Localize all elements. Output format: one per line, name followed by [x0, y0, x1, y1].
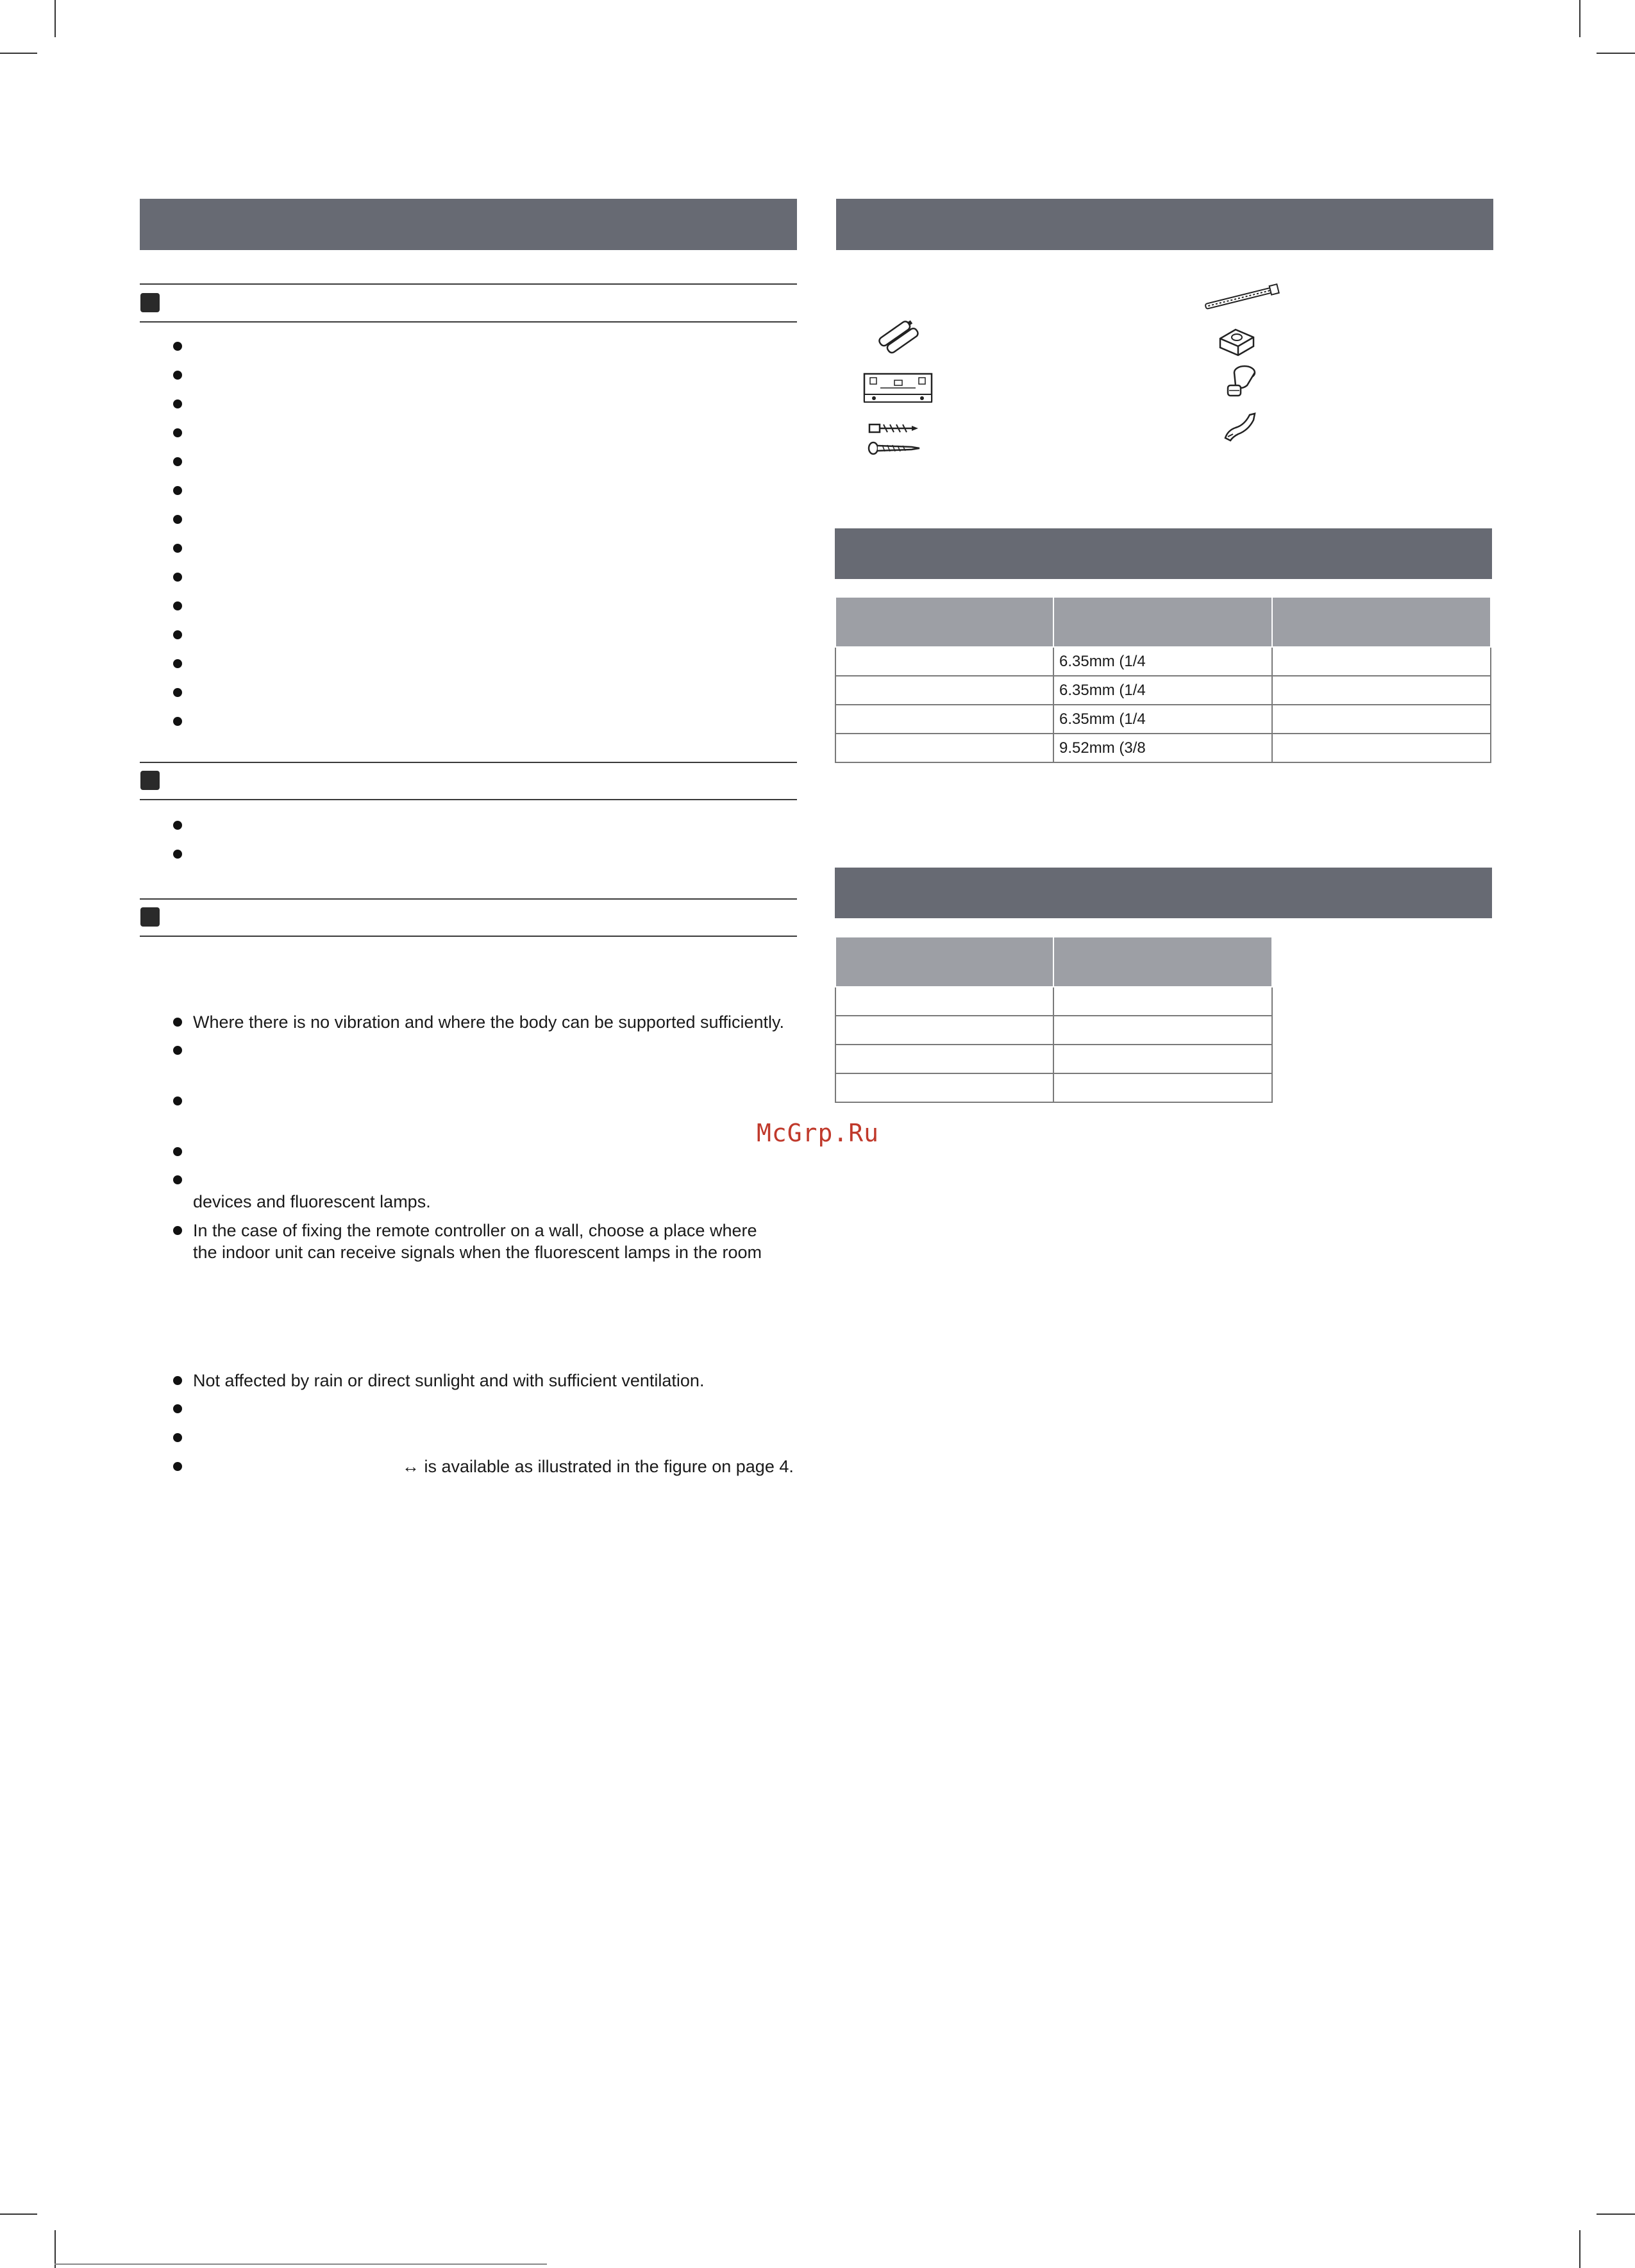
table-cell: [835, 647, 1053, 676]
bullet-icon: [173, 544, 182, 553]
subsection-rule-bottom: [140, 799, 797, 800]
battery-icon: [875, 314, 927, 356]
subsection-rule-top: [140, 898, 797, 900]
table-cell: [1272, 647, 1491, 676]
bullet-icon: [173, 573, 182, 582]
wall-cap-icon: [1215, 321, 1260, 359]
subsection-rule-bottom: [140, 936, 797, 937]
bullet-icon: [173, 515, 182, 524]
drain-elbow-icon: [1221, 362, 1260, 404]
bullet-icon: [173, 371, 182, 380]
table-cell: [1272, 705, 1491, 734]
left-section-header-bar: [140, 199, 797, 250]
outdoor-line-2: ↔ is available as illustrated in the figure on page 4.: [402, 1457, 794, 1476]
table-row: [835, 1045, 1272, 1073]
bullet-icon: [173, 457, 182, 466]
crop-mark: [1579, 0, 1581, 37]
subsection-marker-icon: [140, 907, 160, 927]
cable-tie-icon: [1202, 282, 1282, 314]
bullet-icon: [173, 659, 182, 668]
bullet-icon: [173, 630, 182, 639]
bullet-icon: [173, 1462, 182, 1471]
table-header-cell: [1272, 597, 1491, 647]
bullet-icon: [173, 1046, 182, 1055]
subsection-marker-icon: [140, 771, 160, 790]
bullet-icon: [173, 1433, 182, 1442]
subsection-rule-bottom: [140, 321, 797, 323]
bullet-icon: [173, 688, 182, 697]
bullet-icon: [173, 428, 182, 437]
crop-mark: [1579, 2230, 1581, 2268]
accessories-header-bar: [836, 199, 1493, 250]
bottom-rule: [55, 2264, 547, 2265]
table-cell: [835, 676, 1053, 705]
table-row: [835, 1016, 1272, 1045]
bullet-icon: [173, 821, 182, 830]
bullet-icon: [173, 717, 182, 726]
table-header-row: [835, 597, 1491, 647]
pipe-section-header-bar: [835, 528, 1492, 579]
location-line-2: devices and fluorescent lamps.: [193, 1192, 431, 1211]
table-cell: 6.35mm (1/4: [1053, 647, 1272, 676]
bullet-icon: [173, 399, 182, 408]
table-row: [835, 676, 1491, 705]
table-row: [835, 734, 1491, 762]
electrical-table: [835, 936, 1273, 1103]
table-header-cell: [835, 597, 1053, 647]
crop-mark: [0, 53, 37, 54]
mounting-plate-icon: [861, 369, 935, 407]
bullet-icon: [173, 1226, 182, 1235]
bullet-icon: [173, 342, 182, 351]
crop-mark: [55, 0, 56, 37]
bullet-icon: [173, 1175, 182, 1184]
table-row: [835, 647, 1491, 676]
table-cell: [1272, 734, 1491, 762]
table-cell: [835, 1016, 1053, 1045]
anchor-and-screw-icon: [867, 420, 925, 458]
location-line-4: the indoor unit can receive signals when the fluorescent lamps in the room: [193, 1243, 762, 1262]
table-cell: [1053, 1045, 1272, 1073]
table-cell: [835, 1045, 1053, 1073]
table-header-row: [835, 937, 1272, 987]
bullet-icon: [173, 486, 182, 495]
table-cell: 6.35mm (1/4: [1053, 705, 1272, 734]
crop-mark: [0, 2213, 37, 2215]
watermark: McGrp.Ru: [757, 1119, 880, 1147]
table-cell: [1053, 1016, 1272, 1045]
bullet-icon: [173, 850, 182, 859]
table-row: [835, 1073, 1272, 1102]
location-line-3: In the case of fixing the remote controller on a wall, choose a place where: [193, 1221, 757, 1240]
bullet-icon: [173, 1376, 182, 1385]
outdoor-line-1: Not affected by rain or direct sunlight and with sufficient ventilation.: [193, 1371, 705, 1390]
location-line-1: Where there is no vibration and where the body can be supported sufficiently.: [193, 1012, 785, 1032]
bullet-icon: [173, 1147, 182, 1156]
pipe-clip-icon: [1221, 408, 1260, 444]
bullet-icon: [173, 601, 182, 610]
table-cell: [1272, 676, 1491, 705]
electrical-section-header-bar: [835, 868, 1492, 918]
crop-mark: [1597, 53, 1635, 54]
crop-mark: [1597, 2213, 1635, 2215]
subsection-marker-icon: [140, 293, 160, 312]
table-cell: [1053, 1073, 1272, 1102]
subsection-rule-top: [140, 762, 797, 763]
pipe-size-table: [835, 596, 1491, 763]
table-cell: [835, 705, 1053, 734]
bullet-icon: [173, 1096, 182, 1105]
table-cell: [835, 1073, 1053, 1102]
table-row: [835, 987, 1272, 1016]
table-header-cell: [835, 937, 1053, 987]
table-cell: [835, 734, 1053, 762]
subsection-rule-top: [140, 283, 797, 285]
bullet-icon: [173, 1018, 182, 1027]
table-cell: [835, 987, 1053, 1016]
bullet-icon: [173, 1404, 182, 1413]
table-cell: [1053, 987, 1272, 1016]
table-header-cell: [1053, 597, 1272, 647]
crop-mark: [55, 2230, 56, 2268]
table-cell: 6.35mm (1/4: [1053, 676, 1272, 705]
table-cell: 9.52mm (3/8: [1053, 734, 1272, 762]
table-header-cell: [1053, 937, 1272, 987]
table-row: [835, 705, 1491, 734]
